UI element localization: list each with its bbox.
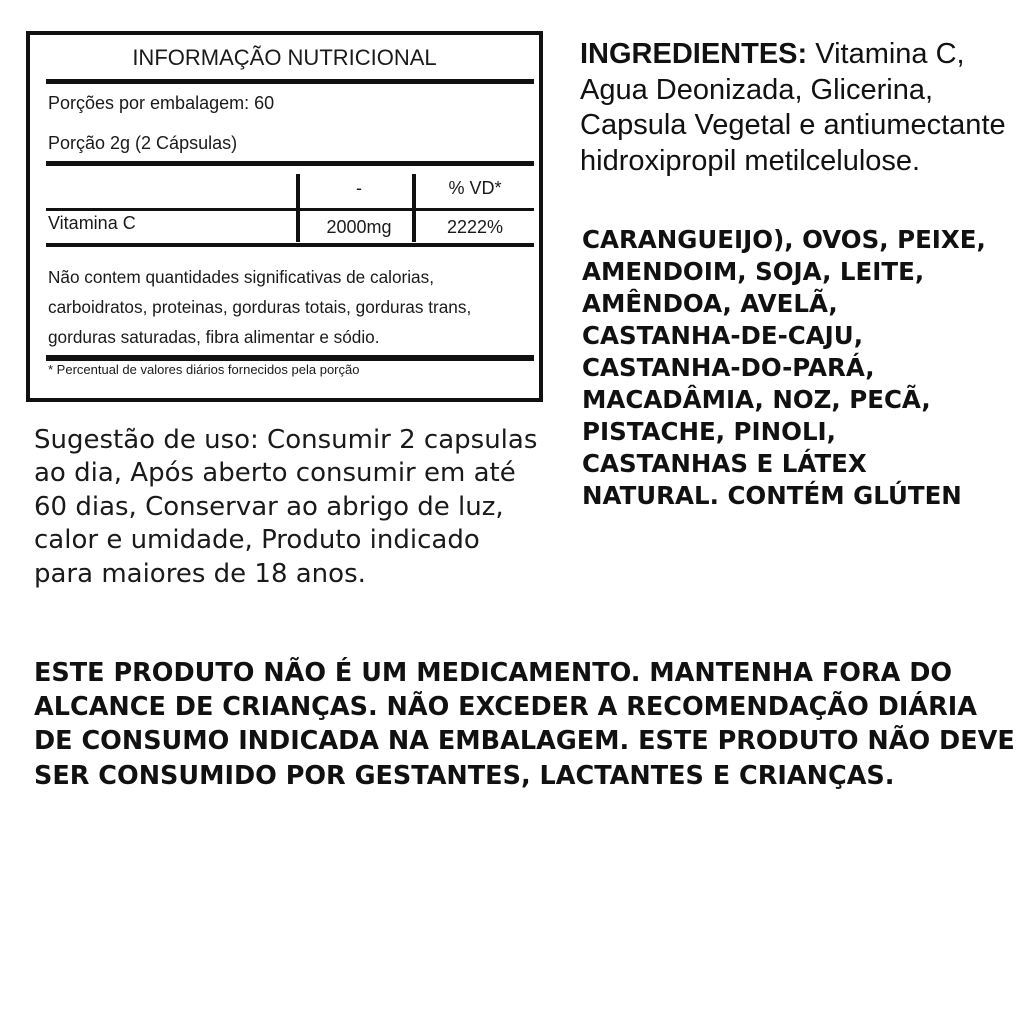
divider	[46, 79, 534, 84]
nutrient-amount: 2000mg	[326, 217, 392, 237]
nutrition-facts-table	[26, 31, 543, 402]
divider	[46, 243, 534, 247]
portion-size: Porção 2g (2 Cápsulas)	[48, 133, 238, 153]
divider	[46, 355, 534, 361]
nutrient-name: Vitamina C	[48, 213, 136, 233]
divider	[46, 161, 534, 166]
nutrition-footnote: * Percentual de valores diários fornecidos pela porção	[48, 362, 360, 377]
allergens-list: CARANGUEIJO), OVOS, PEIXE, AMENDOIM, SOJA, LEITE, AMÊNDOA, AVELÃ, CASTANHA-DE-CAJU, CASTANHA-DO-PARÁ, MACADÂMIA, NOZ, PECÃ, PISTACHE, PINOLI, CASTANHAS E LÁTEX NATURAL. CONTÉM GLÚTEN	[582, 225, 986, 510]
servings-per-package: Porções por embalagem: 60	[48, 93, 275, 113]
ingredients-label: INGREDIENTES:	[580, 38, 808, 70]
header-vd-column: % VD*	[448, 178, 502, 198]
header-amount-column: -	[356, 178, 362, 198]
usage-suggestion: Sugestão de uso: Consumir 2 capsulas ao dia, Após aberto consumir em até 60 dias, Conservar ao abrigo de luz, calor e umidade, Produto indicado para maiores de 18 anos.	[34, 425, 538, 589]
warning-text: ESTE PRODUTO NÃO É UM MEDICAMENTO. MANTENHA FORA DO ALCANCE DE CRIANÇAS. NÃO EXCEDER A RECOMENDAÇÃO DIÁRIA DE CONSUMO INDICADA NA EMBALAGEM. ESTE PRODUTO NÃO DEVE SER CONSUMIDO POR GESTANTES, LACTANTES E CRIANÇAS.	[34, 658, 1015, 791]
divider	[46, 208, 534, 211]
ingredients-list: Vitamina C, Agua Deonizada, Glicerina, Capsula Vegetal e antiumectante hidroxipropil metilcelulose.	[580, 38, 1006, 177]
ingredients-section	[580, 37, 1020, 179]
nutrition-disclaimer: Não contem quantidades significativas de calorias, carboidratos, proteinas, gorduras totais, gorduras trans, gorduras saturadas, fibra alimentar e sódio.	[48, 267, 472, 347]
nutrient-vd: 2222%	[446, 217, 504, 237]
nutrition-table-title: INFORMAÇÃO NUTRICIONAL	[132, 45, 437, 70]
